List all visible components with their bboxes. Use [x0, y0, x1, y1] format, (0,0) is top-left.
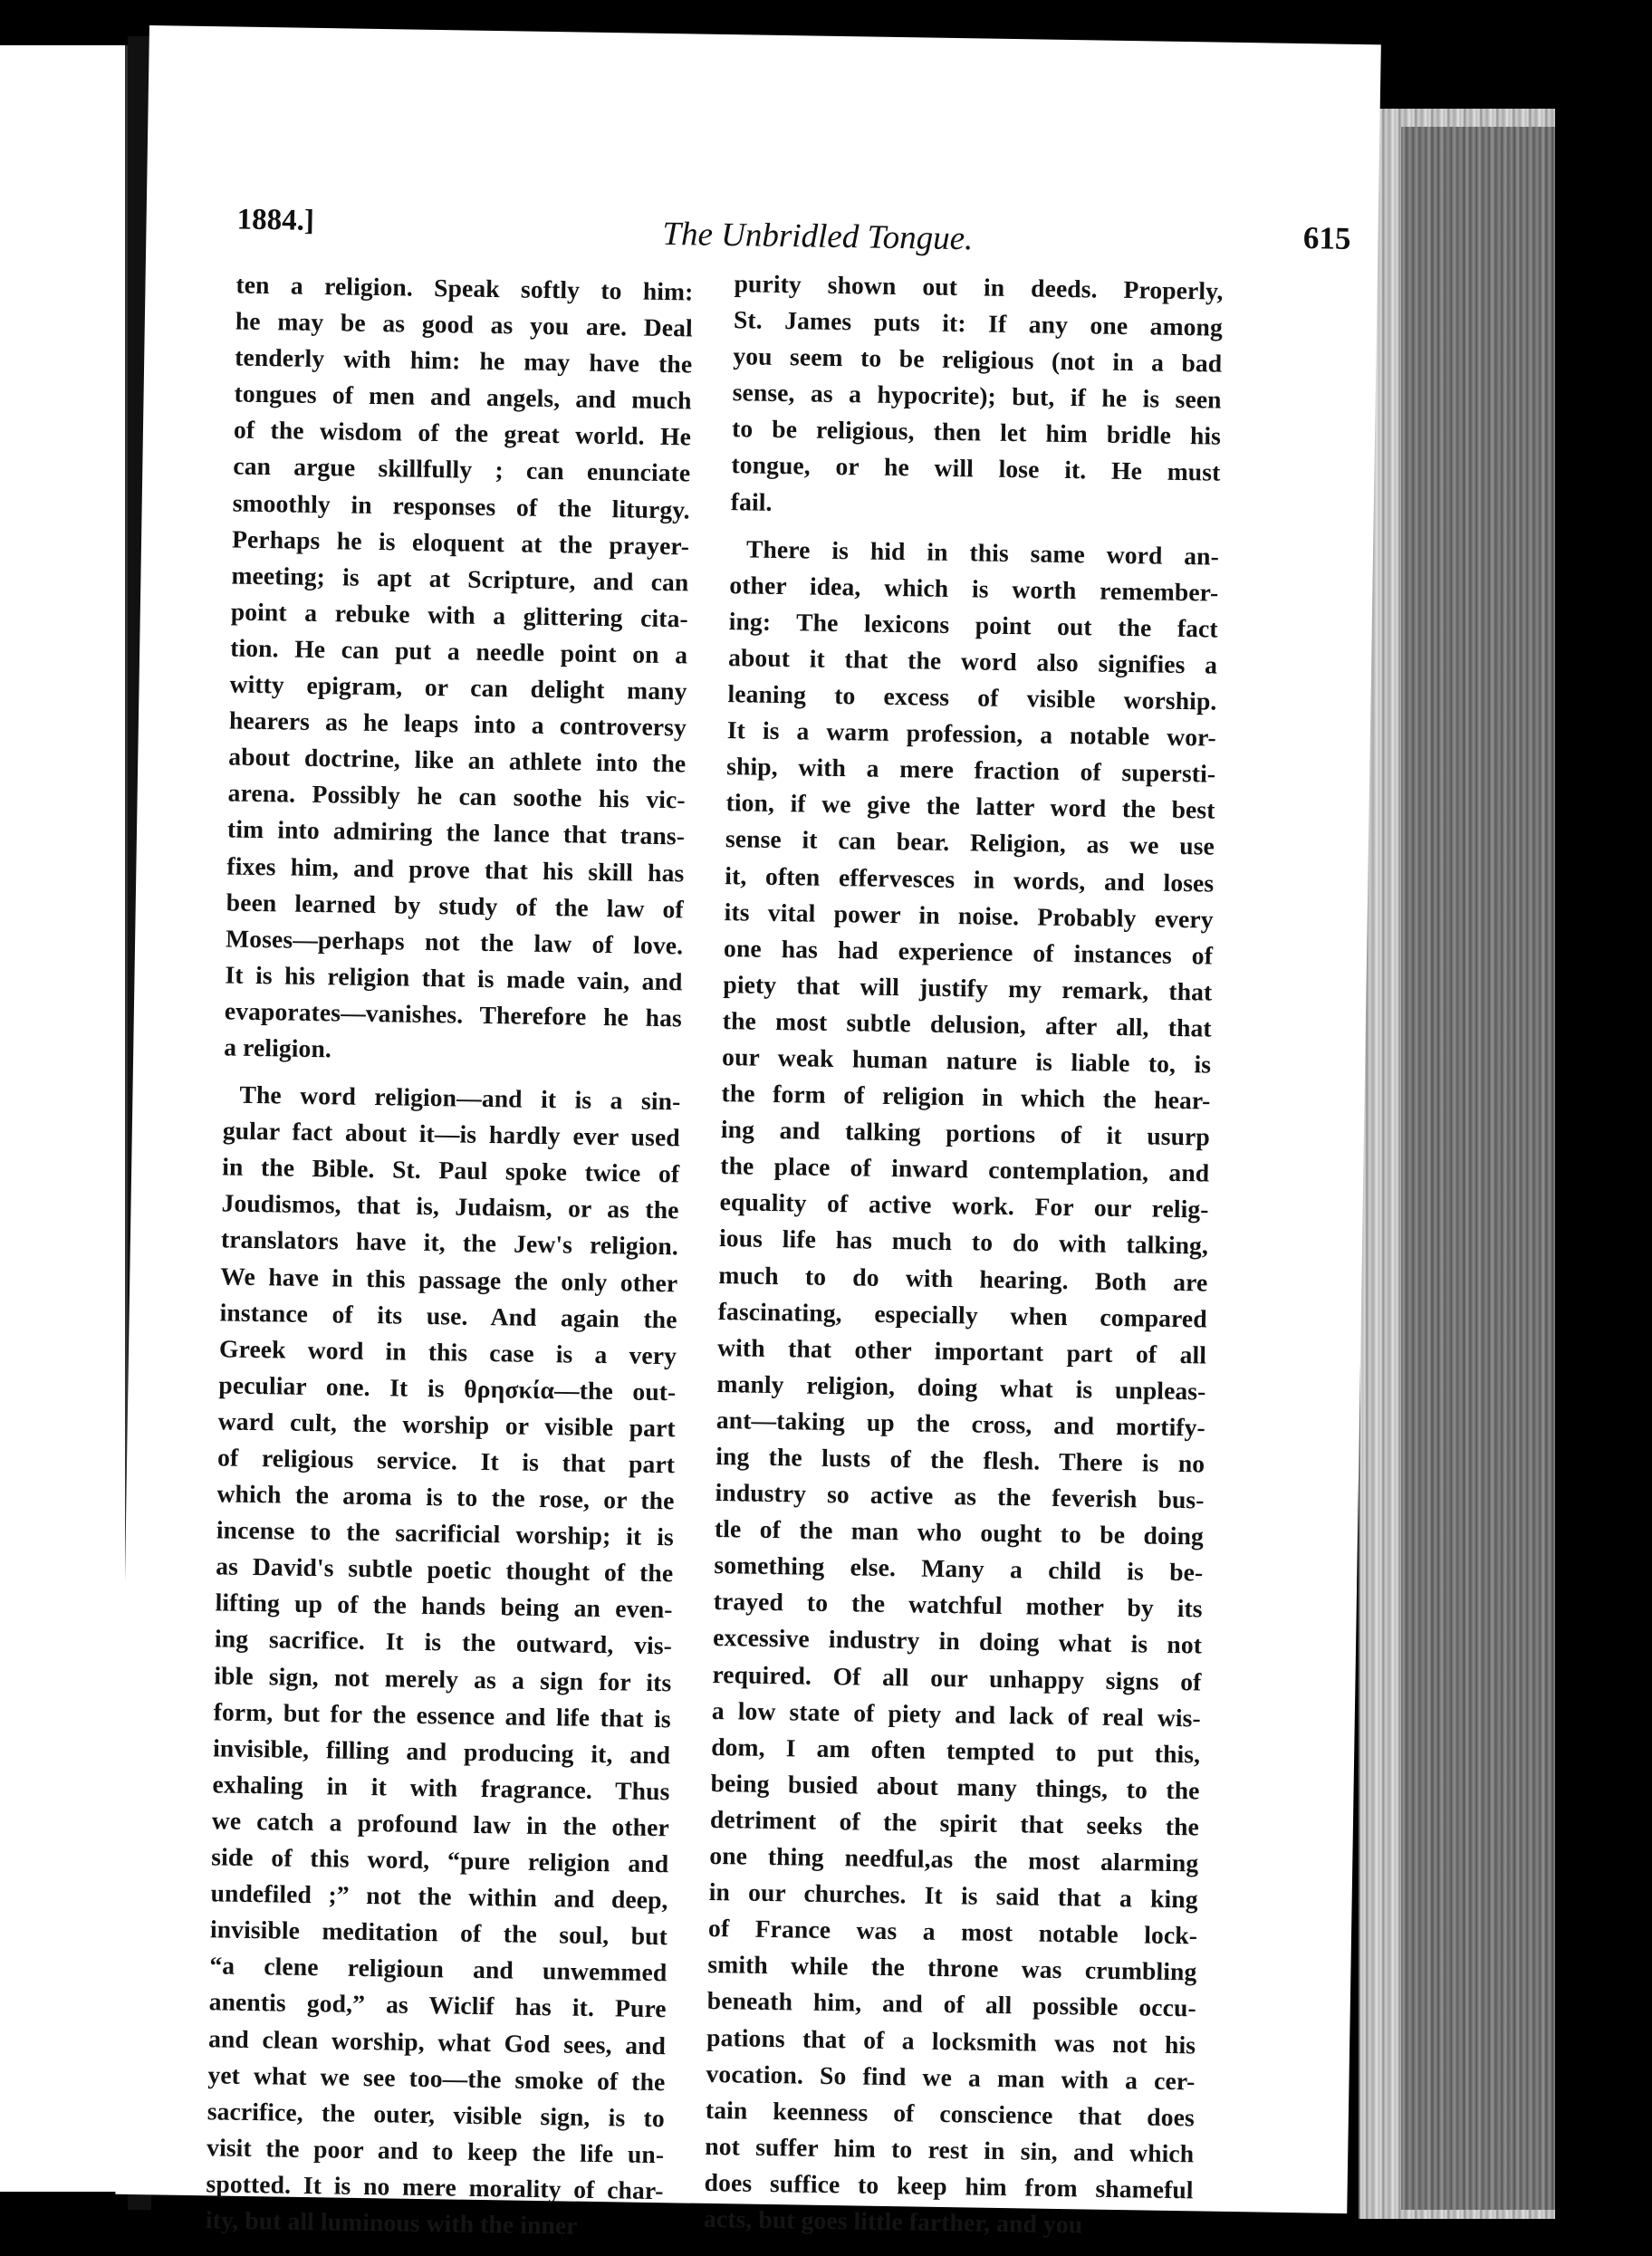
- header-title: The Unbridled Tongue.: [662, 215, 974, 258]
- text-line: tain keenness of conscience that does: [705, 2095, 1196, 2132]
- text-line: exhaling in it with fragrance. Thus: [212, 1770, 670, 1806]
- text-line: invisible meditation of the soul, but: [209, 1915, 668, 1951]
- text-line: one thing needful,as the most alarming: [709, 1840, 1199, 1877]
- text-line: purity shown out in deeds. Properly,: [734, 269, 1224, 305]
- text-line: lifting up of the hands being an even-: [215, 1588, 673, 1624]
- right-text-column: [704, 265, 1224, 2244]
- text-line: industry so active as the feverish bus-: [715, 1478, 1205, 1514]
- text-line: fail.: [730, 486, 773, 516]
- text-line: anentis god,” as Wiclif has it. Pure: [208, 1987, 667, 2023]
- text-line: detriment of the spirit that seeks the: [709, 1804, 1200, 1841]
- text-line: ing sacrifice. It is the outward, vis-: [214, 1624, 673, 1660]
- text-line: equality of active work. For our relig-: [719, 1187, 1209, 1224]
- text-line: side of this word, “pure religion and: [211, 1842, 669, 1878]
- text-line: tle of the man who ought to be doing: [714, 1514, 1205, 1550]
- text-line: can argue skillfully ; can enunciate: [233, 451, 691, 487]
- text-line: leaning to excess of visible worship.: [727, 679, 1217, 715]
- text-line: we catch a profound law in the other: [211, 1806, 670, 1842]
- text-line: about doctrine, like an athlete into the: [228, 742, 687, 778]
- text-line: Moses—perhaps not the law of love.: [225, 924, 684, 960]
- text-line: sense it can bear. Religion, as we use: [725, 824, 1215, 860]
- text-line: form, but for the essence and life that is: [213, 1696, 671, 1733]
- text-line: something else. Many a child is be-: [714, 1550, 1204, 1587]
- text-line: the form of religion in which the hear-: [721, 1079, 1211, 1115]
- text-line: arena. Possibly he can soothe his vic-: [227, 778, 686, 814]
- header-year: 1884.]: [236, 203, 315, 237]
- text-line: ible sign, not merely as a sign for its: [214, 1660, 672, 1696]
- text-line: you seem to be religious (not in a bad: [733, 341, 1223, 378]
- text-line: gular fact about it—is hardly ever used: [222, 1116, 681, 1152]
- text-line: with that other important part of all: [716, 1332, 1207, 1369]
- text-line: of France was a most notable lock-: [707, 1914, 1198, 1950]
- text-line: the most subtle delusion, after all, that: [722, 1005, 1213, 1042]
- text-line: tongue, or he will lose it. He must: [731, 450, 1221, 487]
- text-line: The word religion—and it is a sin-: [239, 1080, 681, 1116]
- text-line: Greek word in this case is a very: [218, 1334, 677, 1370]
- text-line: acts, but goes little farther, and you: [703, 2203, 1083, 2239]
- text-line: visit the poor and to keep the life un-: [206, 2133, 665, 2168]
- text-line: dom, I am often tempted to put this,: [710, 1732, 1201, 1769]
- text-line: ing and talking portions of it usurp: [720, 1115, 1211, 1151]
- text-line: much to do with hearing. Both are: [718, 1260, 1208, 1297]
- left-text-column: [206, 267, 694, 2246]
- text-line: in the Bible. St. Paul spoke twice of: [221, 1152, 680, 1188]
- text-line: to be religious, then let him bridle his: [731, 414, 1222, 451]
- text-line: fixes him, and prove that his skill has: [226, 850, 685, 887]
- text-line: St. James puts it: If any one among: [733, 305, 1224, 341]
- page-stack-shadow: [1401, 127, 1555, 2210]
- book-page: [115, 25, 1380, 2240]
- text-line: sacrifice, the outer, visible sign, is to: [206, 2096, 666, 2132]
- text-line: a religion.: [224, 1032, 332, 1063]
- text-line: pations that of a locksmith was not his: [706, 2022, 1196, 2059]
- text-line: sense, as a hypocrite); but, if he is seen: [732, 378, 1222, 414]
- text-line: It is his religion that is made vain, and: [225, 960, 683, 996]
- text-line: undefiled ;” not the within and deep,: [210, 1878, 668, 1915]
- text-line: of the wisdom of the great world. He: [233, 415, 692, 451]
- text-line: incense to the sacrificial worship; it is: [216, 1515, 675, 1551]
- text-line: ing the lusts of the flesh. There is no: [716, 1442, 1205, 1478]
- text-line: ity, but all luminous with the inner: [205, 2205, 578, 2240]
- text-line: spotted. It is no mere morality of char-: [206, 2169, 664, 2205]
- text-line: beneath him, and of all possible occu-: [706, 1986, 1196, 2022]
- text-line: It is a warm profession, a notable wor-: [726, 715, 1217, 752]
- text-line: meeting; is apt at Scripture, and can: [231, 561, 689, 597]
- facing-page-edge: [0, 45, 128, 2192]
- text-line: tenderly with him: he may have the: [235, 342, 693, 379]
- text-line: ship, with a mere fraction of supersti-: [725, 752, 1216, 788]
- text-line: hearers as he leaps into a controversy: [228, 706, 687, 742]
- text-line: instance of its use. And again the: [219, 1298, 677, 1333]
- text-line: smoothly in responses of the liturgy.: [232, 488, 690, 523]
- text-line: it, often effervesces in words, and loses: [725, 860, 1215, 898]
- text-line: peculiar one. It is θρησκία—the out-: [218, 1370, 677, 1406]
- text-line: other idea, which is worth remember-: [729, 570, 1219, 607]
- text-line: of religious service. It is that part: [216, 1443, 676, 1479]
- text-line: been learned by study of the law of: [226, 888, 684, 923]
- text-line: and clean worship, what God sees, and: [207, 2023, 667, 2059]
- text-line: ten a religion. Speak softly to him:: [235, 270, 694, 306]
- text-line: ward cult, the worship or visible part: [217, 1406, 676, 1443]
- page-stack-edges: [1359, 109, 1555, 2219]
- text-line: vocation. So find we a man with a cer-: [706, 2059, 1196, 2096]
- text-line: trayed to the watchful mother by its: [713, 1587, 1203, 1623]
- text-line: yet what we see too—the smoke of the: [207, 2059, 666, 2096]
- text-line: required. Of all our unhappy signs of: [712, 1659, 1202, 1696]
- text-line: We have in this passage the only other: [220, 1261, 678, 1297]
- text-line: There is hid in this same word an-: [745, 534, 1220, 571]
- text-line: evaporates—vanishes. Therefore he has: [224, 996, 683, 1032]
- text-line: ing: The lexicons point out the fact: [728, 606, 1218, 643]
- text-line: witty epigram, or can delight many: [229, 669, 687, 706]
- text-line: “a clene religioun and unwemmed: [209, 1951, 668, 1987]
- text-line: as David's subtle poetic thought of the: [216, 1551, 674, 1588]
- text-line: point a rebuke with a glittering cita-: [230, 597, 689, 633]
- text-line: Perhaps he is eloquent at the prayer-: [231, 524, 690, 561]
- text-line: ant—taking up the cross, and mortify-: [716, 1405, 1206, 1442]
- text-line: which the aroma is to the rose, or the: [216, 1479, 675, 1515]
- page-number: 615: [1302, 220, 1351, 256]
- text-line: not suffer him to rest in sin, and which: [705, 2131, 1195, 2168]
- text-line: smith while the throne was crumbling: [707, 1950, 1197, 1986]
- text-line: piety that will justify my remark, that: [723, 969, 1213, 1006]
- text-line: tim into admiring the lance that trans-: [226, 814, 686, 850]
- text-line: the place of inward contemplation, and: [720, 1151, 1210, 1187]
- text-line: one has had experience of instances of: [723, 933, 1214, 970]
- text-line: does suffice to keep him from shameful: [704, 2167, 1194, 2204]
- text-line: he may be as good as you are. Deal: [235, 306, 694, 342]
- text-line: about it that the word also signifies a: [727, 643, 1218, 679]
- running-head: [236, 204, 1351, 275]
- text-line: tongues of men and angels, and much: [234, 379, 692, 415]
- text-line: in our churches. It is said that a king: [708, 1877, 1198, 1914]
- text-line: tion, if we give the latter word the best: [725, 788, 1215, 824]
- text-line: translators have it, the Jew's religion.: [220, 1224, 679, 1261]
- text-line: excessive industry in doing what is not: [712, 1623, 1203, 1659]
- text-line: tion. He can put a needle point on a: [229, 633, 688, 669]
- text-line: manly religion, doing what is unpleas-: [716, 1368, 1206, 1406]
- text-line: its vital power in noise. Probably every: [724, 897, 1214, 934]
- text-line: being busied about many things, to the: [710, 1768, 1200, 1805]
- text-line: ious life has much to do with talking,: [718, 1224, 1209, 1260]
- text-line: fascinating, especially when compared: [717, 1296, 1207, 1333]
- text-line: a low state of piety and lack of real wis-: [711, 1695, 1202, 1733]
- text-line: our weak human nature is liable to, is: [721, 1042, 1212, 1079]
- text-line: invisible, filling and producing it, and: [212, 1733, 671, 1770]
- text-line: Joudismos, that is, Judaism, or as the: [221, 1188, 679, 1224]
